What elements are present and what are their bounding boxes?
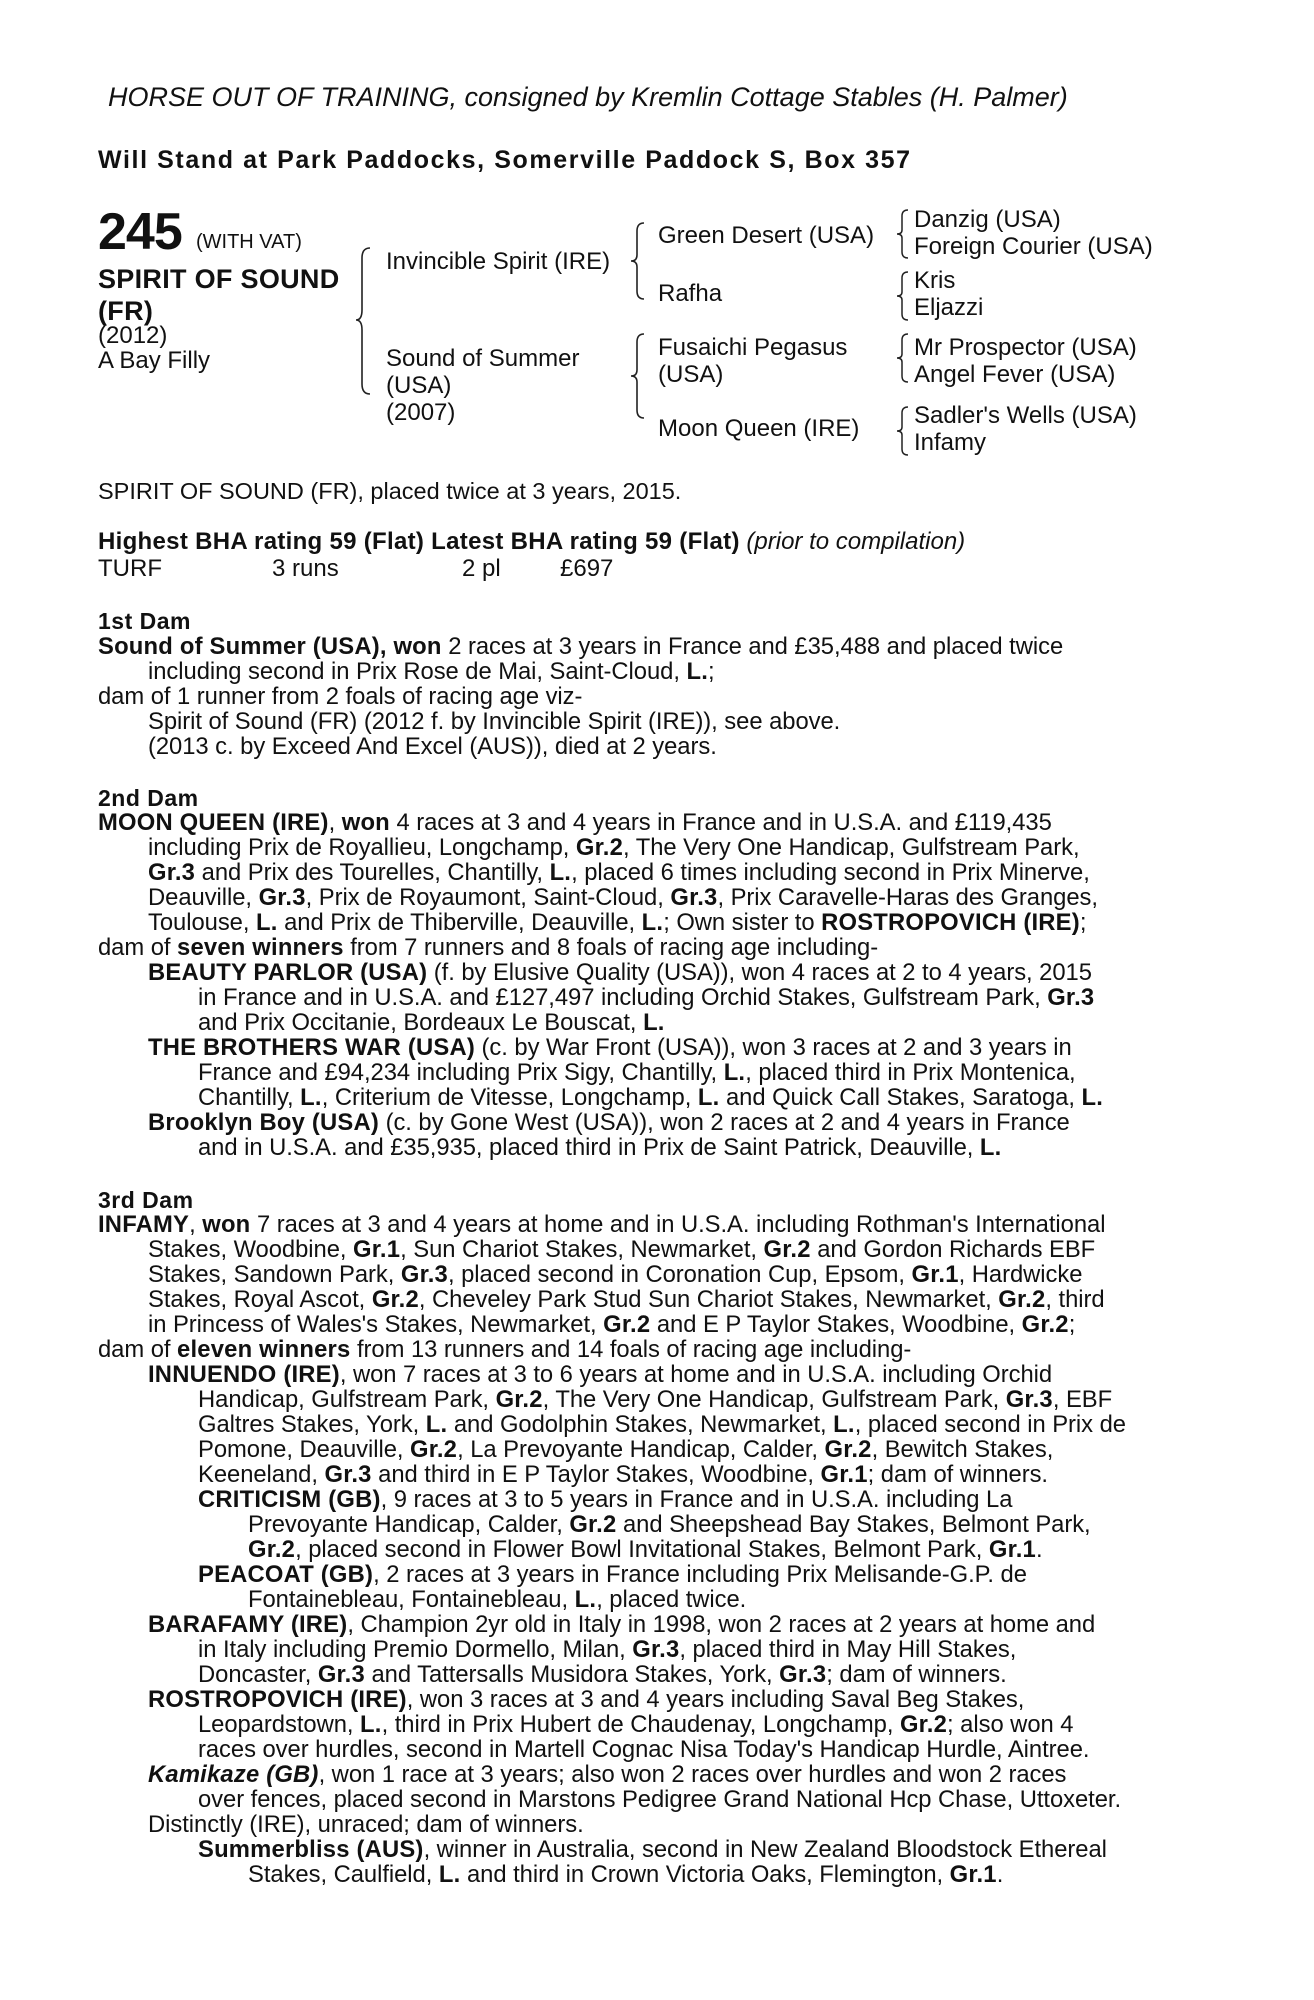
pedigree-gg-3: Kris [914,267,956,294]
pedigree-gg-5: Mr Prospector (USA) [914,334,1137,361]
dam1-line: dam of 1 runner from 2 foals of racing age viz- [98,683,583,710]
pedigree-gg-6: Angel Fever (USA) [914,361,1116,388]
dam3-line: in Italy including Premio Dormello, Milan, Gr.3, placed third in May Hill Stakes, [198,1636,1017,1663]
dam1-line: Spirit of Sound (FR) (2012 f. by Invincible Spirit (IRE)), see above. [148,708,841,735]
pedigree-brace-dd [896,405,912,457]
dam3-line: Gr.2, placed second in Flower Bowl Invitational Stakes, Belmont Park, Gr.1. [248,1536,1043,1563]
dam2-line: France and £94,234 including Prix Sigy, Chantilly, L., placed third in Prix Montenica, [198,1059,1076,1086]
pedigree-gg-7: Sadler's Wells (USA) [914,402,1137,429]
dam3-line: Fontainebleau, Fontainebleau, L., placed twice. [248,1586,747,1613]
dam2-line: Chantilly, L., Criterium de Vitesse, Longchamp, L. and Quick Call Stakes, Saratoga, L. [198,1084,1104,1111]
pedigree-dam-sire-country: (USA) [658,361,724,388]
dam3-line: dam of eleven winners from 13 runners and 14 foals of racing age including- [98,1336,912,1363]
section-second-dam: 2nd Dam [98,785,199,811]
bha-rating: Highest BHA rating 59 (Flat) Latest BHA rating 59 (Flat) (prior to compilation) [98,528,966,555]
dam3-line: Handicap, Gulfstream Park, Gr.2, The Very One Handicap, Gulfstream Park, Gr.3, EBF [198,1386,1113,1413]
dam2-line: and in U.S.A. and £35,935, placed third in Prix de Saint Patrick, Deauville, L. [198,1134,1002,1161]
dam2-line: BEAUTY PARLOR (USA) (f. by Elusive Quality (USA)), won 4 races at 2 to 4 years, 2015 [148,959,1092,986]
dam3-line: INNUENDO (IRE), won 7 races at 3 to 6 years at home and in U.S.A. including Orchid [148,1361,1053,1388]
pedigree-brace-sire [630,221,648,301]
pedigree-dam-dam: Moon Queen (IRE) [658,415,860,442]
dam3-line: Galtres Stakes, York, L. and Godolphin Stakes, Newmarket, L., placed second in Prix de [198,1411,1126,1438]
pedigree-brace-sd [896,270,912,322]
pedigree-brace-main [356,246,376,396]
dam2-line: and Prix Occitanie, Bordeaux Le Bouscat, L. [198,1009,665,1036]
pedigree-dam-year: (2007) [386,399,456,426]
dam1-line: Sound of Summer (USA), won 2 races at 3 years in France and £35,488 and placed twice [98,633,1064,660]
lot-number: 245 [98,203,182,261]
dam3-line: Prevoyante Handicap, Calder, Gr.2 and Sheepshead Bay Stakes, Belmont Park, [248,1511,1091,1538]
horse-name: SPIRIT OF SOUND (FR) [98,264,340,326]
pedigree-dam-country: (USA) [386,372,452,399]
dam2-line: THE BROTHERS WAR (USA) (c. by War Front (USA)), won 3 races at 2 and 3 years in [148,1034,1072,1061]
dam1-line: including second in Prix Rose de Mai, Saint-Cloud, L.; [148,658,715,685]
dam3-line: Summerbliss (AUS), winner in Australia, second in New Zealand Bloodstock Ethereal [198,1836,1107,1863]
pedigree-brace-dam [630,332,648,420]
dam3-line: races over hurdles, second in Martell Cognac Nisa Today's Handicap Hurdle, Aintree. [198,1736,1090,1763]
vat-note: (WITH VAT) [196,231,302,253]
dam3-line: Distinctly (IRE), unraced; dam of winners. [148,1811,584,1838]
dam3-line: Leopardstown, L., third in Prix Hubert de Chaudenay, Longchamp, Gr.2; also won 4 [198,1711,1074,1738]
dam3-line: Stakes, Caulfield, L. and third in Crown Victoria Oaks, Flemington, Gr.1. [248,1861,1004,1888]
dam3-line: BARAFAMY (IRE), Champion 2yr old in Italy in 1998, won 2 races at 2 years at home and [148,1611,1096,1638]
pedigree-sire: Invincible Spirit (IRE) [386,248,611,275]
stand-location: Will Stand at Park Paddocks, Somerville Paddock S, Box 357 [98,146,912,174]
pedigree-gg-8: Infamy [914,429,987,456]
dam3-line: Kamikaze (GB), won 1 race at 3 years; also won 2 races over hurdles and won 2 races [148,1761,1067,1788]
pedigree-gg-1: Danzig (USA) [914,206,1061,233]
dam3-line: INFAMY, won 7 races at 3 and 4 years at home and in U.S.A. including Rothman's International [98,1211,1106,1238]
dam2-line: Gr.3 and Prix des Tourelles, Chantilly, L., placed 6 times including second in Prix Minerve, [148,859,1090,886]
dam3-line: CRITICISM (GB), 9 races at 3 to 5 years in France and in U.S.A. including La [198,1486,1013,1513]
dam3-line: Stakes, Woodbine, Gr.1, Sun Chariot Stakes, Newmarket, Gr.2 and Gordon Richards EBF [148,1236,1096,1263]
dam3-line: Stakes, Sandown Park, Gr.3, placed second in Coronation Cup, Epsom, Gr.1, Hardwicke [148,1261,1083,1288]
horse-year: (2012) [98,322,168,349]
pedigree-dam-sire: Fusaichi Pegasus [658,334,848,361]
dam2-line: dam of seven winners from 7 runners and 8 foals of racing age including- [98,934,879,961]
pedigree-sire-dam: Rafha [658,280,723,307]
dam3-line: in Princess of Wales's Stakes, Newmarket, Gr.2 and E P Taylor Stakes, Woodbine, Gr.2; [148,1311,1076,1338]
dam2-line: including Prix de Royallieu, Longchamp, Gr.2, The Very One Handicap, Gulfstream Park, [148,834,1080,861]
dam3-line: Doncaster, Gr.3 and Tattersalls Musidora Stakes, York, Gr.3; dam of winners. [198,1661,1007,1688]
pedigree-brace-ss [896,208,912,260]
dam2-line: in France and in U.S.A. and £127,497 including Orchid Stakes, Gulfstream Park, Gr.3 [198,984,1095,1011]
pedigree-dam: Sound of Summer [386,345,580,372]
dam2-line: MOON QUEEN (IRE), won 4 races at 3 and 4 years in France and in U.S.A. and £119,435 [98,809,1052,836]
pedigree-brace-ds [896,332,912,384]
pedigree-gg-2: Foreign Courier (USA) [914,233,1153,260]
section-third-dam: 3rd Dam [98,1187,194,1213]
dam2-line: Toulouse, L. and Prix de Thiberville, Deauville, L.; Own sister to ROSTROPOVICH (IRE); [148,909,1087,936]
dam1-line: (2013 c. by Exceed And Excel (AUS)), died at 2 years. [148,733,717,760]
dam3-line: PEACOAT (GB), 2 races at 3 years in France including Prix Melisande-G.P. de [198,1561,1027,1588]
dam3-line: Stakes, Royal Ascot, Gr.2, Cheveley Park Stud Sun Chariot Stakes, Newmarket, Gr.2, third [148,1286,1105,1313]
dam3-line: Keeneland, Gr.3 and third in E P Taylor Stakes, Woodbine, Gr.1; dam of winners. [198,1461,1048,1488]
section-first-dam: 1st Dam [98,608,191,634]
pedigree-gg-4: Eljazzi [914,294,984,321]
dam2-line: Brooklyn Boy (USA) (c. by Gone West (USA)), won 2 races at 2 and 4 years in France [148,1109,1070,1136]
dam2-line: Deauville, Gr.3, Prix de Royaumont, Saint-Cloud, Gr.3, Prix Caravelle-Haras des Granges, [148,884,1098,911]
horse-description: A Bay Filly [98,347,211,374]
dam3-line: ROSTROPOVICH (IRE), won 3 races at 3 and 4 years including Saval Beg Stakes, [148,1686,1025,1713]
dam3-line: Pomone, Deauville, Gr.2, La Prevoyante Handicap, Calder, Gr.2, Bewitch Stakes, [198,1436,1054,1463]
pedigree-sire-sire: Green Desert (USA) [658,222,875,249]
race-summary: SPIRIT OF SOUND (FR), placed twice at 3 years, 2015. [98,478,682,504]
dam3-line: over fences, placed second in Marstons Pedigree Grand National Hcp Chase, Uttoxeter. [198,1786,1122,1813]
consignment-line: HORSE OUT OF TRAINING, consigned by Kremlin Cottage Stables (H. Palmer) [108,82,1068,112]
turf-record: TURF 3 runs 2 pl £697 [98,555,614,582]
